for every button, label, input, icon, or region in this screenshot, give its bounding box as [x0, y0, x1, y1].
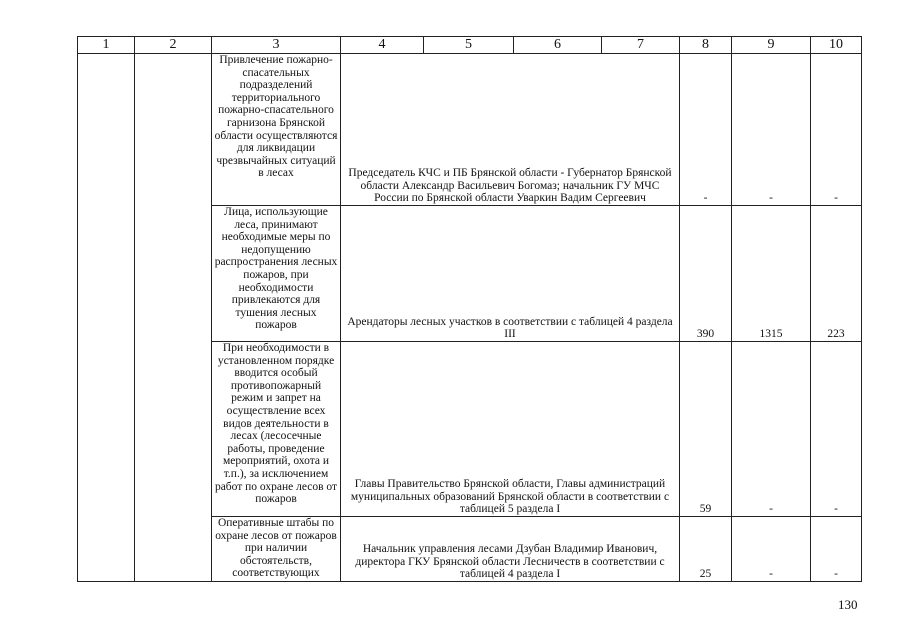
- column-header: 8: [680, 37, 732, 54]
- page-number: 130: [838, 597, 858, 612]
- column-header: 3: [212, 37, 341, 54]
- value-cell-8: -: [680, 54, 732, 206]
- measure-cell: Оперативные штабы по охране лесов от пожаров при наличии обстоятельств, соответствующих: [212, 517, 341, 582]
- value-cell-10: -: [811, 517, 862, 582]
- column-header: 9: [732, 37, 811, 54]
- value-cell-9: 1315: [732, 206, 811, 342]
- column-header: 6: [514, 37, 602, 54]
- column-header: 2: [135, 37, 212, 54]
- value-cell-10: 223: [811, 206, 862, 342]
- value-cell-8: 390: [680, 206, 732, 342]
- responsible-cell: Арендаторы лесных участков в соответствии с таблицей 4 раздела III: [341, 206, 680, 342]
- measure-cell: Привлечение пожарно-спасательных подразделений территориального пожарно-спасательного гарнизона Брянской области осуществляются для ликвидации чрезвычайных ситуаций в лесах: [212, 54, 341, 206]
- column-header: 4: [341, 37, 424, 54]
- cell-col2: [135, 54, 212, 582]
- value-cell-8: 59: [680, 342, 732, 517]
- responsible-cell: Председатель КЧС и ПБ Брянской области - Губернатор Брянской области Александр Васильевич Богомаз; начальник ГУ МЧС России по Брянской области Уваркин Вадим Сергеевич: [341, 54, 680, 206]
- measure-cell: Лица, использующие леса, принимают необходимые меры по недопущению распространения лесных пожаров, при необходимости привлекаются для тушения лесных пожаров: [212, 206, 341, 342]
- responsible-cell: Начальник управления лесами Дзубан Владимир Иванович, директора ГКУ Брянской области Лесничеств в соответствии с таблицей 4 раздела I: [341, 517, 680, 582]
- value-cell-9: -: [732, 517, 811, 582]
- value-cell-10: -: [811, 54, 862, 206]
- header-row: [78, 37, 862, 54]
- value-cell-9: -: [732, 54, 811, 206]
- column-header: 10: [811, 37, 862, 54]
- data-table: [77, 36, 862, 582]
- measure-cell: При необходимости в установленном порядке вводится особый противопожарный режим и запрет на осуществление всех видов деятельности в лесах (лесосечные работы, проведение мероприятий, охота и т.п.), за исключением работ по охране лесов от пожаров: [212, 342, 341, 517]
- value-cell-8: 25: [680, 517, 732, 582]
- column-header: 5: [424, 37, 514, 54]
- responsible-cell: Главы Правительство Брянской области, Главы администраций муниципальных образований Брянской области в соответствии с таблицей 5 раздела I: [341, 342, 680, 517]
- table-row: [78, 54, 862, 206]
- column-header: 7: [602, 37, 680, 54]
- value-cell-9: -: [732, 342, 811, 517]
- column-header: 1: [78, 37, 135, 54]
- value-cell-10: -: [811, 342, 862, 517]
- cell-col1: [78, 54, 135, 582]
